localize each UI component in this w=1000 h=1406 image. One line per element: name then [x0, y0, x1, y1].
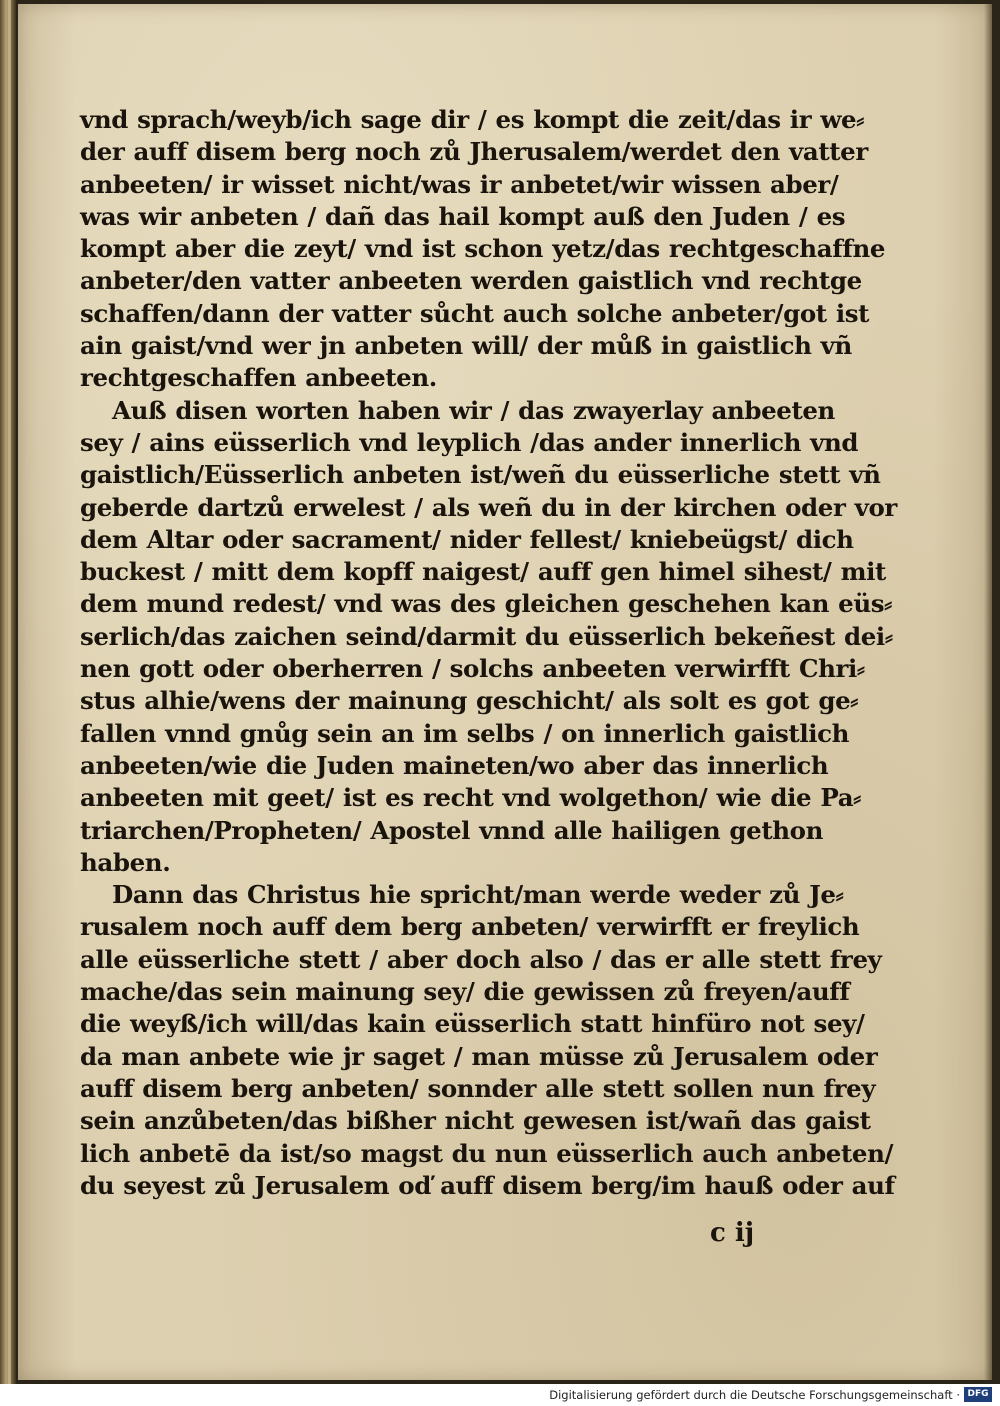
dfg-logo: DFG: [964, 1387, 992, 1402]
book-spine: [0, 0, 16, 1384]
text-line: was wir anbeten / dañ das hail kompt auß den Juden / es: [80, 201, 846, 231]
text-line: alle eüsserliche stett / aber doch also / das er alle stett frey: [80, 944, 882, 974]
spine-strip: [8, 0, 11, 1384]
text-line: dem Altar oder sacrament/ nider fellest/ kniebeügst/ dich: [80, 524, 854, 554]
text-line: serlich/das zaichen seind/darmit du eüsserlich bekeñest dei⸗: [80, 621, 893, 651]
text-line: auff disem berg anbeten/ sonnder alle stett sollen nun frey: [80, 1073, 876, 1103]
text-line: da man anbete wie jr saget / man müsse zů Jerusalem oder: [80, 1041, 878, 1071]
text-line: anbeeten/ ir wisset nicht/was ir anbetet/wir wissen aber/: [80, 169, 839, 199]
page-text: [80, 104, 897, 1202]
text-line: anbeeten mit geet/ ist es recht vnd wolgethon/ wie die Pa⸗: [80, 783, 861, 813]
text-line: kompt aber die zeyt/ vnd ist schon yetz/das rechtgeschaffne: [80, 234, 886, 264]
paragraph-start-line: Auß disen worten haben wir / das zwayerlay anbeeten: [112, 395, 835, 425]
text-line: die weyß/ich will/das kain eüsserlich statt hinfüro not sey/: [80, 1009, 865, 1039]
text-line: vnd sprach/weyb/ich sage dir / es kompt die zeit/das ir we⸗: [80, 105, 864, 134]
text-line: stus alhie/wens der mainung geschicht/ als solt es got ge⸗: [80, 686, 859, 716]
text-line: nen gott oder oberherren / solchs anbeeten verwirfft Chri⸗: [80, 654, 865, 684]
book-page: [18, 4, 992, 1380]
text-line: schaffen/dann der vatter sůcht auch solche anbeter/got ist: [80, 298, 870, 328]
text-line: der auff disem berg noch zů Jherusalem/werdet den vatter: [80, 137, 868, 167]
text-line: anbeeten/wie die Juden maineten/wo aber das innerlich: [80, 750, 829, 780]
text-line: du seyest zů Jerusalem oď auff disem berg/im hauß oder auf: [80, 1170, 895, 1200]
text-line: rechtgeschaffen anbeeten.: [80, 363, 437, 393]
text-line: mache/das sein mainung sey/ die gewissen zů freyen/auff: [80, 977, 850, 1007]
paragraph-start-line: Dann das Christus hie spricht/man werde weder zů Je⸗: [112, 880, 844, 910]
text-line: fallen vnnd gnůg sein an im selbs / on innerlich gaistlich: [80, 718, 850, 748]
text-line: dem mund redest/ vnd was des gleichen geschehen kan eüs⸗: [80, 589, 892, 619]
text-line: rusalem noch auff dem berg anbeten/ verwirfft er freylich: [80, 912, 860, 942]
page-edge-shadow: [984, 4, 992, 1380]
text-line: gaistlich/Eüsserlich anbeten ist/weñ du eüsserliche stett vñ: [80, 460, 881, 490]
text-line: geberde dartzů erwelest / als weñ du in der kirchen oder vor: [80, 492, 897, 522]
funding-credit: Digitalisierung gefördert durch die Deutsche Forschungsgemeinschaft ·: [549, 1388, 960, 1402]
text-line: lich anbetē da ist/so magst du nun eüsserlich auch anbeten/: [80, 1138, 894, 1168]
text-line: ain gaist/vnd wer jn anbeten will/ der můß in gaistlich vñ: [80, 331, 852, 361]
text-line: sein anzůbeten/das bißher nicht gewesen ist/wañ das gaist: [80, 1106, 871, 1136]
footer-bar: [0, 1384, 1000, 1406]
text-line: triarchen/Propheten/ Apostel vnnd alle hailigen gethon: [80, 815, 824, 845]
text-line: sey / ains eüsserlich vnd leyplich /das ander innerlich vnd: [80, 427, 859, 457]
text-line: buckest / mitt dem kopff naigest/ auff gen himel sihest/ mit: [80, 557, 886, 587]
signature-mark: c ij: [710, 1218, 755, 1248]
text-line: haben.: [80, 847, 171, 877]
text-line: anbeter/den vatter anbeeten werden gaistlich vnd rechtge: [80, 266, 862, 296]
